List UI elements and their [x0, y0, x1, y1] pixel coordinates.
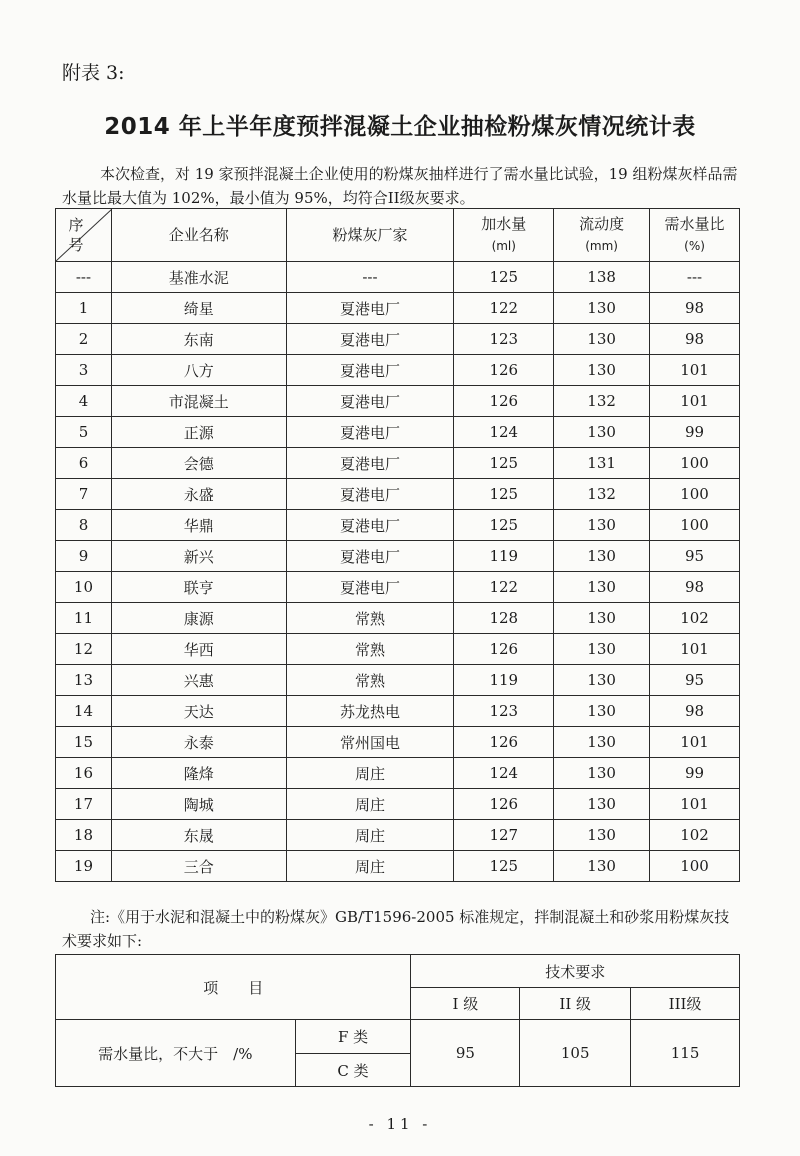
req-item-header: 项 目: [56, 955, 411, 1020]
cell-seq: 8: [56, 510, 112, 541]
header-flow: 流动度 (mm): [554, 209, 650, 262]
cell-flow: 130: [554, 355, 650, 386]
cell-company: 绮星: [111, 293, 286, 324]
cell-ratio: 101: [650, 789, 740, 820]
cell-company: 康源: [111, 603, 286, 634]
grade-3: III级: [631, 988, 740, 1020]
cell-flow: 130: [554, 820, 650, 851]
cell-ratio: 95: [650, 541, 740, 572]
cell-ratio: 99: [650, 417, 740, 448]
cell-ratio: 100: [650, 851, 740, 882]
cell-flow: 130: [554, 572, 650, 603]
cell-seq: 4: [56, 386, 112, 417]
table-row: [56, 541, 740, 572]
cell-water: 126: [454, 727, 554, 758]
table-row: [56, 479, 740, 510]
cell-factory: 夏港电厂: [286, 293, 454, 324]
cell-company: 八方: [111, 355, 286, 386]
cell-factory: 周庄: [286, 820, 454, 851]
cell-seq: 6: [56, 448, 112, 479]
cell-flow: 138: [554, 262, 650, 293]
cell-ratio: 98: [650, 696, 740, 727]
cell-factory: 夏港电厂: [286, 541, 454, 572]
intro-paragraph: 本次检查，对 19 家预拌混凝土企业使用的粉煤灰抽样进行了需水量比试验，19 组粉煤灰样品需水量比最大值为 102%，最小值为 95%，均符合II级灰要求。: [62, 165, 738, 207]
cell-company: 兴惠: [111, 665, 286, 696]
table-row: [56, 386, 740, 417]
cell-seq: 14: [56, 696, 112, 727]
cell-company: 永泰: [111, 727, 286, 758]
cell-water: 128: [454, 603, 554, 634]
header-seq: 序号: [56, 209, 112, 262]
table-row: [56, 758, 740, 789]
table-row: [56, 417, 740, 448]
cell-ratio: 100: [650, 448, 740, 479]
cell-seq: 3: [56, 355, 112, 386]
header-water: 加水量 (ml): [454, 209, 554, 262]
cell-seq: 15: [56, 727, 112, 758]
table-row: [56, 355, 740, 386]
cell-ratio: 100: [650, 479, 740, 510]
cell-water: 127: [454, 820, 554, 851]
cell-seq: ---: [56, 262, 112, 293]
cell-seq: 10: [56, 572, 112, 603]
requirements-table: [55, 954, 740, 1087]
table-row: [56, 572, 740, 603]
table-row: [56, 665, 740, 696]
cell-company: 新兴: [111, 541, 286, 572]
cell-factory: 夏港电厂: [286, 572, 454, 603]
header-company: 企业名称: [111, 209, 286, 262]
req-value-2: 105: [520, 1020, 631, 1087]
table-row: [56, 324, 740, 355]
cell-company: 东晟: [111, 820, 286, 851]
cell-water: 119: [454, 541, 554, 572]
cell-ratio: 99: [650, 758, 740, 789]
cell-factory: 夏港电厂: [286, 510, 454, 541]
cell-seq: 9: [56, 541, 112, 572]
cell-water: 126: [454, 634, 554, 665]
table-row: [56, 293, 740, 324]
table-row: [56, 851, 740, 882]
cell-ratio: 101: [650, 386, 740, 417]
cell-water: 125: [454, 262, 554, 293]
page-number: - 11 -: [368, 1115, 432, 1133]
cell-water: 124: [454, 417, 554, 448]
cell-ratio: 102: [650, 603, 740, 634]
grade-1: I 级: [411, 988, 520, 1020]
cell-ratio: 98: [650, 293, 740, 324]
cell-seq: 5: [56, 417, 112, 448]
cell-water: 123: [454, 324, 554, 355]
cell-seq: 12: [56, 634, 112, 665]
table-row: [56, 603, 740, 634]
cell-ratio: 98: [650, 324, 740, 355]
cell-seq: 19: [56, 851, 112, 882]
cell-flow: 130: [554, 603, 650, 634]
cell-seq: 13: [56, 665, 112, 696]
table-row: [56, 262, 740, 293]
cell-company: 陶城: [111, 789, 286, 820]
req-tech-header: 技术要求: [411, 955, 740, 988]
cell-ratio: 101: [650, 634, 740, 665]
cell-seq: 16: [56, 758, 112, 789]
cell-flow: 132: [554, 479, 650, 510]
cell-factory: 夏港电厂: [286, 386, 454, 417]
cell-flow: 130: [554, 758, 650, 789]
cell-flow: 131: [554, 448, 650, 479]
cell-water: 125: [454, 851, 554, 882]
cell-seq: 18: [56, 820, 112, 851]
cell-factory: 苏龙热电: [286, 696, 454, 727]
cell-ratio: 101: [650, 727, 740, 758]
table-header-row: [56, 209, 740, 262]
cell-factory: ---: [286, 262, 454, 293]
cell-water: 125: [454, 448, 554, 479]
cell-company: 市混凝土: [111, 386, 286, 417]
cell-factory: 周庄: [286, 851, 454, 882]
cell-flow: 132: [554, 386, 650, 417]
class-f: F 类: [295, 1020, 411, 1054]
page-title: 2014 年上半年度预拌混凝土企业抽检粉煤灰情况统计表: [104, 114, 696, 140]
header-factory: 粉煤灰厂家: [286, 209, 454, 262]
cell-seq: 2: [56, 324, 112, 355]
cell-water: 122: [454, 572, 554, 603]
cell-water: 124: [454, 758, 554, 789]
cell-factory: 夏港电厂: [286, 355, 454, 386]
fly-ash-table: [55, 208, 740, 882]
cell-flow: 130: [554, 634, 650, 665]
cell-company: 隆烽: [111, 758, 286, 789]
cell-flow: 130: [554, 851, 650, 882]
cell-flow: 130: [554, 789, 650, 820]
cell-seq: 11: [56, 603, 112, 634]
cell-seq: 7: [56, 479, 112, 510]
cell-water: 125: [454, 479, 554, 510]
cell-water: 122: [454, 293, 554, 324]
cell-ratio: 95: [650, 665, 740, 696]
cell-water: 125: [454, 510, 554, 541]
cell-ratio: ---: [650, 262, 740, 293]
table-row: [56, 510, 740, 541]
cell-flow: 130: [554, 324, 650, 355]
cell-company: 华鼎: [111, 510, 286, 541]
cell-factory: 夏港电厂: [286, 324, 454, 355]
cell-factory: 常熟: [286, 665, 454, 696]
cell-company: 华西: [111, 634, 286, 665]
cell-flow: 130: [554, 510, 650, 541]
cell-ratio: 98: [650, 572, 740, 603]
cell-flow: 130: [554, 665, 650, 696]
header-ratio: 需水量比 (%): [650, 209, 740, 262]
cell-seq: 17: [56, 789, 112, 820]
table-row: [56, 696, 740, 727]
table-row: [56, 789, 740, 820]
cell-factory: 夏港电厂: [286, 448, 454, 479]
class-c: C 类: [295, 1054, 411, 1087]
cell-company: 东南: [111, 324, 286, 355]
table-row: [56, 448, 740, 479]
standard-note: 注:《用于水泥和混凝土中的粉煤灰》GB/T1596-2005 标准规定，拌制混凝土和砂浆用粉煤灰技术要求如下:: [62, 908, 730, 950]
cell-water: 126: [454, 386, 554, 417]
req-value-1: 95: [411, 1020, 520, 1087]
cell-water: 126: [454, 355, 554, 386]
cell-flow: 130: [554, 541, 650, 572]
cell-factory: 常州国电: [286, 727, 454, 758]
cell-company: 三合: [111, 851, 286, 882]
cell-water: 123: [454, 696, 554, 727]
cell-company: 正源: [111, 417, 286, 448]
cell-water: 119: [454, 665, 554, 696]
cell-factory: 常熟: [286, 634, 454, 665]
cell-ratio: 102: [650, 820, 740, 851]
req-item-label: 需水量比，不大于 /%: [56, 1020, 296, 1087]
cell-seq: 1: [56, 293, 112, 324]
appendix-label: 附表 3:: [62, 62, 125, 84]
cell-company: 联亨: [111, 572, 286, 603]
cell-factory: 周庄: [286, 789, 454, 820]
cell-flow: 130: [554, 727, 650, 758]
cell-flow: 130: [554, 293, 650, 324]
cell-flow: 130: [554, 696, 650, 727]
cell-company: 永盛: [111, 479, 286, 510]
cell-company: 天达: [111, 696, 286, 727]
req-value-3: 115: [631, 1020, 740, 1087]
cell-company: 基准水泥: [111, 262, 286, 293]
cell-flow: 130: [554, 417, 650, 448]
cell-ratio: 100: [650, 510, 740, 541]
cell-factory: 夏港电厂: [286, 417, 454, 448]
cell-factory: 常熟: [286, 603, 454, 634]
table-row: [56, 820, 740, 851]
cell-factory: 夏港电厂: [286, 479, 454, 510]
cell-water: 126: [454, 789, 554, 820]
table-row: [56, 727, 740, 758]
cell-factory: 周庄: [286, 758, 454, 789]
grade-2: II 级: [520, 988, 631, 1020]
cell-ratio: 101: [650, 355, 740, 386]
cell-company: 会德: [111, 448, 286, 479]
table-row: [56, 634, 740, 665]
